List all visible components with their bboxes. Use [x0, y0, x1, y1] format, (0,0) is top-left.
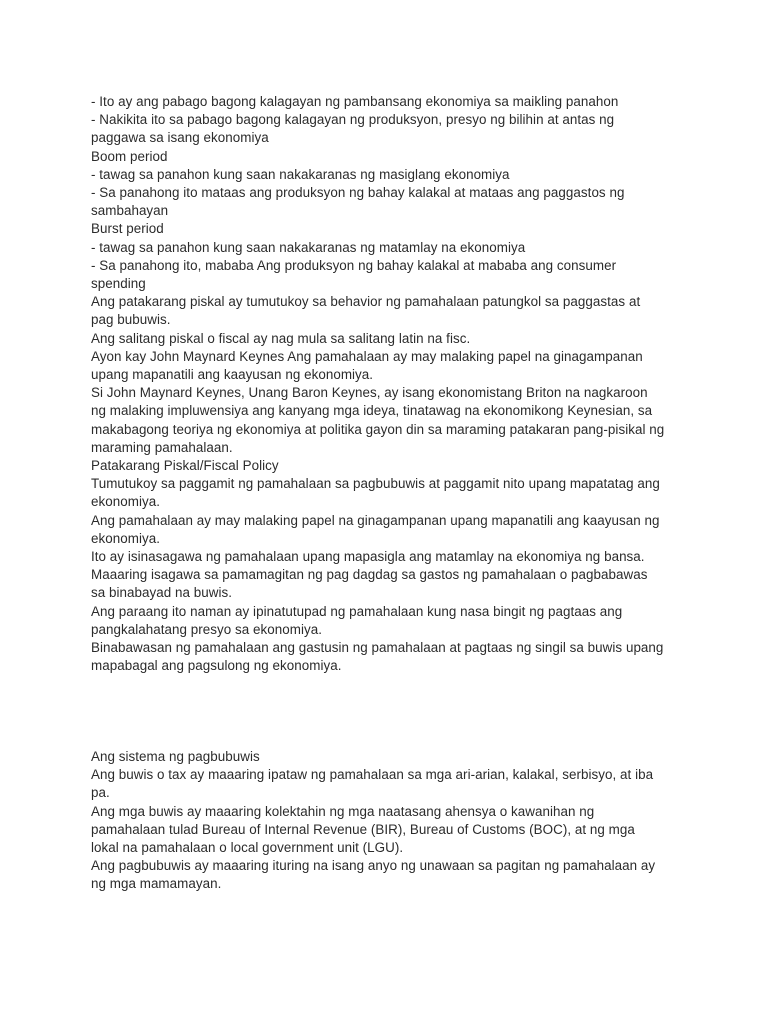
text-line: ekonomiya. [91, 530, 160, 546]
text-line: - Ito ay ang pabago bagong kalagayan ng pambansang ekonomiya sa maikling panahon [91, 94, 619, 109]
text-line: - tawag sa panahon kung saan nakakaranas ng matamlay na ekonomiya [91, 239, 526, 255]
text-line: Ang pagbubuwis ay maaaring ituring na isang anyo ng unawaan sa pagitan ng pamahalaan ay [91, 858, 656, 874]
text-line: Tumutukoy sa paggamit ng pamahalaan sa pagbubuwis at paggamit nito upang mapatatag ang [91, 476, 660, 492]
text-line: mapabagal ang pagsulong ng ekonomiya. [91, 658, 342, 674]
heading-fiscal-policy: Patakarang Piskal/Fiscal Policy [91, 458, 279, 474]
text-line: Binabawasan ng pamahalaan ang gastusin ng pamahalaan at pagtaas ng singil sa buwis upang [91, 640, 664, 656]
text-line: Ang paraang ito naman ay ipinatutupad ng pamahalaan kung nasa bingit ng pagtaas ang [91, 603, 623, 619]
text-line: lokal na pamahalaan o local government unit (LGU). [91, 840, 404, 856]
text-line: maraming pamahalaan. [91, 439, 233, 455]
text-section-economic-cycle-fiscal-policy [91, 93, 691, 676]
text-line: paggawa sa isang ekonomiya [91, 130, 269, 146]
text-line: Ang salitang piskal o fiscal ay nag mula sa salitang latin na fisc. [91, 330, 471, 346]
text-line: spending [91, 276, 146, 292]
text-line: Ang pamahalaan ay may malaking papel na ginagampanan upang mapanatili ang kaayusan ng [91, 512, 660, 528]
text-line: sambahayan [91, 203, 169, 219]
text-line: Maaaring isagawa sa pamamagitan ng pag dagdag sa gastos ng pamahalaan o pagbabawas [91, 567, 648, 583]
text-line: ng mga mamamayan. [91, 876, 222, 892]
text-line: ng malaking impluwensiya ang kanyang mga ideya, tinatawag na ekonomikong Keynesian, sa [91, 403, 653, 419]
text-line: - tawag sa panahon kung saan nakakaranas ng masiglang ekonomiya [91, 166, 510, 182]
heading-burst-period: Burst period [91, 221, 164, 237]
text-line: - Sa panahong ito, mababa Ang produksyon ng bahay kalakal at mababa ang consumer [91, 257, 617, 273]
heading-tax-system: Ang sistema ng pagbubuwis [91, 749, 260, 764]
text-line: pamahalaan tulad Bureau of Internal Revenue (BIR), Bureau of Customs (BOC), at ng mga [91, 821, 635, 837]
text-section-tax-system [91, 748, 691, 894]
text-line: Ang mga buwis ay maaaring kolektahin ng mga naatasang ahensya o kawanihan ng [91, 803, 595, 819]
text-line: Ang buwis o tax ay maaaring ipataw ng pamahalaan sa mga ari-arian, kalakal, serbisyo, at iba [91, 767, 654, 783]
text-line: pangkalahatang presyo sa ekonomiya. [91, 621, 323, 637]
heading-boom-period: Boom period [91, 148, 168, 164]
text-line: Ang patakarang piskal ay tumutukoy sa behavior ng pamahalaan patungkol sa paggastas at [91, 294, 641, 310]
text-line: Ayon kay John Maynard Keynes Ang pamahalaan ay may malaking papel na ginagampanan [91, 348, 643, 364]
text-line: - Sa panahong ito mataas ang produksyon ng bahay kalakal at mataas ang paggastos ng [91, 185, 625, 201]
text-line: makabagong teoriya ng ekonomiya at politika gayon din sa maraming patakaran pang-pisikal ng [91, 421, 665, 437]
text-line: sa binabayad na buwis. [91, 585, 233, 601]
text-line: Si John Maynard Keynes, Unang Baron Keynes, ay isang ekonomistang Briton na nagkaroon [91, 385, 648, 401]
text-line: ekonomiya. [91, 494, 160, 510]
text-line: pag bubuwis. [91, 312, 171, 328]
text-line: upang mapanatili ang kaayusan ng ekonomiya. [91, 367, 374, 383]
text-line: - Nakikita ito sa pabago bagong kalagayan ng produksyon, presyo ng bilihin at antas ng [91, 112, 615, 128]
text-line: pa. [91, 785, 110, 801]
text-line: Ito ay isinasagawa ng pamahalaan upang mapasigla ang matamlay na ekonomiya ng bansa. [91, 549, 645, 565]
